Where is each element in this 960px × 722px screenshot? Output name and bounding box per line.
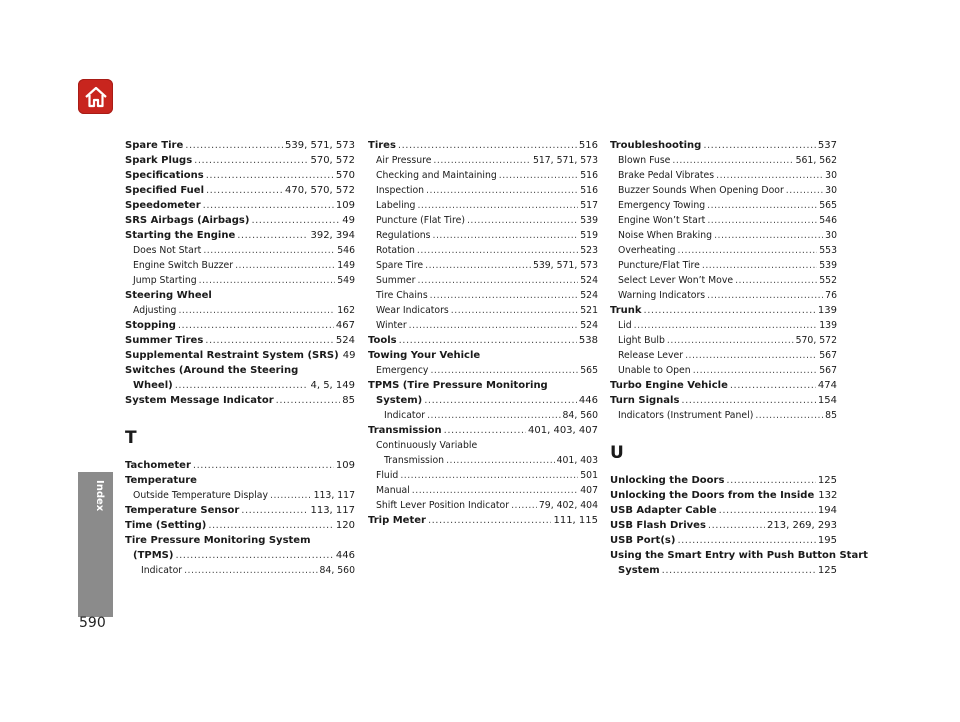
index-subentry[interactable]: Puncture (Flat Tire) ..... 539 <box>368 213 598 228</box>
index-entry[interactable]: System Message Indicator ..... 85 <box>125 393 355 408</box>
index-entry[interactable]: Specifications ..... 570 <box>125 168 355 183</box>
index-heading: Towing Your Vehicle <box>368 350 481 361</box>
index-subentry[interactable]: Engine Switch Buzzer ..... 149 <box>125 258 355 273</box>
index-entry[interactable]: System ..... 125 <box>610 563 837 578</box>
index-subentry[interactable]: Inspection ..... 516 <box>368 183 598 198</box>
page-number: 590 <box>79 615 106 631</box>
index-entry[interactable]: Time (Setting) ..... 120 <box>125 518 355 533</box>
section-letter: T <box>125 428 137 448</box>
index-subentry[interactable]: Winter ..... 524 <box>368 318 598 333</box>
index-entry[interactable]: Temperature Sensor ..... 113, 117 <box>125 503 355 518</box>
index-subentry[interactable]: Summer ..... 524 <box>368 273 598 288</box>
index-entry[interactable]: Supplemental Restraint System (SRS) 49 <box>125 350 356 361</box>
index-subentry[interactable]: Warning Indicators ..... 76 <box>610 288 837 303</box>
index-entry[interactable]: Turbo Engine Vehicle ..... 474 <box>610 378 837 393</box>
index-entry[interactable]: Trip Meter ..... 111, 115 <box>368 513 598 528</box>
index-subentry[interactable]: Engine Won’t Start ..... 546 <box>610 213 837 228</box>
index-subentry[interactable]: Indicator ..... 84, 560 <box>125 563 355 578</box>
index-subentry[interactable]: Rotation ..... 523 <box>368 243 598 258</box>
index-entry[interactable]: USB Flash Drives ..... 213, 269, 293 <box>610 518 837 533</box>
index-heading: Steering Wheel <box>125 290 212 301</box>
index-subentry[interactable]: Labeling ..... 517 <box>368 198 598 213</box>
index-entry[interactable]: Specified Fuel ..... 470, 570, 572 <box>125 183 355 198</box>
index-subentry[interactable]: Light Bulb ..... 570, 572 <box>610 333 837 348</box>
index-column-1 <box>125 138 355 578</box>
index-subentry[interactable]: Spare Tire ..... 539, 571, 573 <box>368 258 598 273</box>
index-entry[interactable]: (TPMS) ..... 446 <box>125 548 355 563</box>
index-entry[interactable]: Unlocking the Doors ..... 125 <box>610 473 837 488</box>
side-tab-label: Index <box>94 480 105 512</box>
index-heading: Tire Pressure Monitoring System <box>125 535 311 546</box>
home-icon <box>83 84 109 110</box>
index-heading: TPMS (Tire Pressure Monitoring <box>368 380 548 391</box>
index-column-2 <box>368 138 598 528</box>
index-entry[interactable]: Wheel) ..... 4, 5, 149 <box>125 378 355 393</box>
index-subentry[interactable]: Fluid ..... 501 <box>368 468 598 483</box>
index-heading: Temperature <box>125 475 197 486</box>
index-subentry[interactable]: Shift Lever Position Indicator ..... 79, 402, 404 <box>368 498 598 513</box>
index-heading: Using the Smart Entry with Push Button Start <box>610 550 868 561</box>
home-button[interactable] <box>78 79 113 114</box>
index-entry[interactable]: SRS Airbags (Airbags) ..... 49 <box>125 213 355 228</box>
index-column-3 <box>610 138 868 578</box>
index-entry[interactable]: Unlocking the Doors from the Inside 132 <box>610 490 838 501</box>
index-subentry[interactable]: Overheating ..... 553 <box>610 243 837 258</box>
index-entry[interactable]: Troubleshooting ..... 537 <box>610 138 837 153</box>
index-subentry[interactable]: Adjusting ..... 162 <box>125 303 355 318</box>
index-subentry[interactable]: Puncture/Flat Tire ..... 539 <box>610 258 837 273</box>
index-subentry[interactable]: Wear Indicators ..... 521 <box>368 303 598 318</box>
index-subentry[interactable]: Buzzer Sounds When Opening Door ..... 30 <box>610 183 837 198</box>
index-entry[interactable]: Spark Plugs ..... 570, 572 <box>125 153 355 168</box>
index-subentry[interactable]: Transmission ..... 401, 403 <box>368 453 598 468</box>
index-subentry[interactable]: Release Lever ..... 567 <box>610 348 837 363</box>
index-subentry[interactable]: Lid ..... 139 <box>610 318 837 333</box>
index-subentry[interactable]: Manual ..... 407 <box>368 483 598 498</box>
index-subentry[interactable]: Select Lever Won’t Move ..... 552 <box>610 273 837 288</box>
index-entry[interactable]: USB Port(s) ..... 195 <box>610 533 837 548</box>
index-subentry[interactable]: Brake Pedal Vibrates ..... 30 <box>610 168 837 183</box>
section-letter: U <box>610 443 624 463</box>
index-entry[interactable]: Tires ..... 516 <box>368 138 598 153</box>
index-entry[interactable]: Summer Tires ..... 524 <box>125 333 355 348</box>
index-subentry[interactable]: Outside Temperature Display ..... 113, 117 <box>125 488 355 503</box>
index-entry[interactable]: Turn Signals ..... 154 <box>610 393 837 408</box>
index-subheading: Continuously Variable <box>376 440 478 451</box>
index-subentry[interactable]: Indicators (Instrument Panel) ..... 85 <box>610 408 837 423</box>
index-subentry[interactable]: Unable to Open ..... 567 <box>610 363 837 378</box>
index-entry[interactable]: Trunk ..... 139 <box>610 303 837 318</box>
index-entry[interactable]: USB Adapter Cable ..... 194 <box>610 503 837 518</box>
index-entry[interactable]: Stopping ..... 467 <box>125 318 355 333</box>
index-entry[interactable]: System) ..... 446 <box>368 393 598 408</box>
index-subentry[interactable]: Indicator ..... 84, 560 <box>368 408 598 423</box>
index-subentry[interactable]: Noise When Braking ..... 30 <box>610 228 837 243</box>
index-subentry[interactable]: Emergency ..... 565 <box>368 363 598 378</box>
index-subentry[interactable]: Does Not Start ..... 546 <box>125 243 355 258</box>
index-heading: Switches (Around the Steering <box>125 365 299 376</box>
index-entry[interactable]: Tools ..... 538 <box>368 333 598 348</box>
index-subentry[interactable]: Regulations ..... 519 <box>368 228 598 243</box>
index-entry[interactable]: Tachometer ..... 109 <box>125 458 355 473</box>
index-entry[interactable]: Transmission ..... 401, 403, 407 <box>368 423 598 438</box>
index-subentry[interactable]: Tire Chains ..... 524 <box>368 288 598 303</box>
index-subentry[interactable]: Jump Starting ..... 549 <box>125 273 355 288</box>
index-entry[interactable]: Starting the Engine ..... 392, 394 <box>125 228 355 243</box>
index-entry[interactable]: Speedometer ..... 109 <box>125 198 355 213</box>
index-subentry[interactable]: Blown Fuse ..... 561, 562 <box>610 153 837 168</box>
index-entry[interactable]: Spare Tire ..... 539, 571, 573 <box>125 138 355 153</box>
index-subentry[interactable]: Air Pressure ..... 517, 571, 573 <box>368 153 598 168</box>
index-subentry[interactable]: Checking and Maintaining ..... 516 <box>368 168 598 183</box>
index-subentry[interactable]: Emergency Towing ..... 565 <box>610 198 837 213</box>
